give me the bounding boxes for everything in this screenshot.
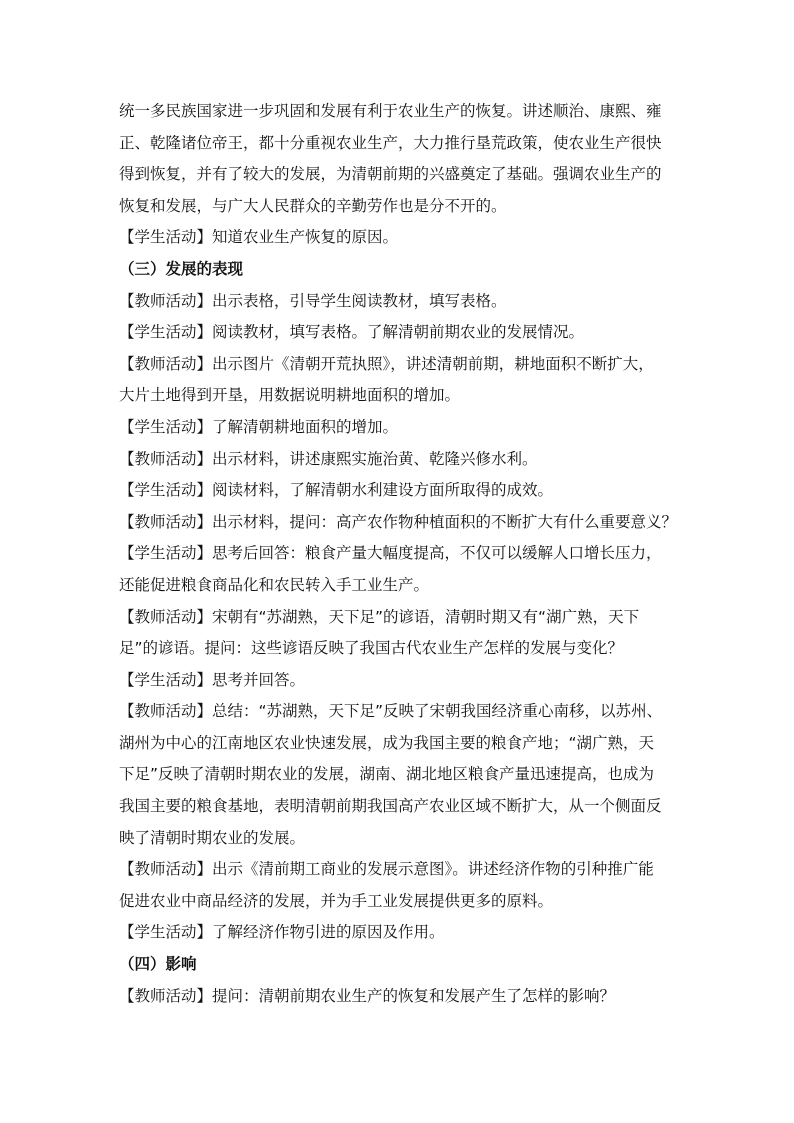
teacher-activity-line: 【教师活动】出示图片《清朝开荒执照》，讲述清朝前期，耕地面积不断扩大， <box>119 354 654 373</box>
paragraph-line: 恢复和发展，与广大人民群众的辛勤劳作也是分不开的。 <box>119 196 507 215</box>
section-heading-impact: （四）影响 <box>119 955 197 974</box>
student-activity-line: 【学生活动】思考后回答：粮食产量大幅度提高，不仅可以缓解人口增长压力， <box>119 544 662 563</box>
paragraph-line: 正、乾隆诸位帝王，都十分重视农业生产，大力推行垦荒政策，使农业生产很快 <box>119 133 662 152</box>
paragraph-line: 足”的谚语。提问：这些谚语反映了我国古代农业生产怎样的发展与变化？ <box>119 639 624 658</box>
section-heading-development: （三）发展的表现 <box>119 259 244 278</box>
teacher-activity-line: 【教师活动】出示材料，讲述康熙实施治黄、乾隆兴修水利。 <box>119 449 538 468</box>
paragraph-line: 大片土地得到开垦，用数据说明耕地面积的增加。 <box>119 386 461 405</box>
student-activity-line: 【学生活动】知道农业生产恢复的原因。 <box>119 228 399 247</box>
student-activity-line: 【学生活动】阅读材料，了解清朝水利建设方面所取得的成效。 <box>119 481 554 500</box>
paragraph-line: 促进农业中商品经济的发展，并为手工业发展提供更多的原料。 <box>119 891 554 910</box>
paragraph-line: 映了清朝时期农业的发展。 <box>119 828 306 847</box>
paragraph-line: 还能促进粮食商品化和农民转入手工业生产。 <box>119 575 430 594</box>
paragraph-line: 得到恢复，并有了较大的发展，为清朝前期的兴盛奠定了基础。强调农业生产的 <box>119 165 662 184</box>
teacher-activity-line: 【教师活动】出示材料，提问：高产农作物种植面积的不断扩大有什么重要意义？ <box>119 512 678 531</box>
paragraph-line: 下足”反映了清朝时期农业的发展，湖南、湖北地区粮食产量迅速提高，也成为 <box>119 765 655 784</box>
teacher-activity-line: 【教师活动】出示《清前期工商业的发展示意图》。讲述经济作物的引种推广能 <box>119 860 654 879</box>
teacher-activity-line: 【教师活动】出示表格，引导学生阅读教材，填写表格。 <box>119 291 507 310</box>
student-activity-line: 【学生活动】了解经济作物引进的原因及作用。 <box>119 923 445 942</box>
paragraph-line: 统一多民族国家进一步巩固和发展有利于农业生产的恢复。讲述顺治、康熙、雍 <box>119 102 662 120</box>
teacher-activity-line: 【教师活动】提问：清朝前期农业生产的恢复和发展产生了怎样的影响？ <box>119 986 616 1005</box>
teacher-activity-line: 【教师活动】宋朝有“苏湖熟，天下足”的谚语，清朝时期又有“湖广熟，天下 <box>119 607 640 626</box>
paragraph-line: 我国主要的粮食基地，表明清朝前期我国高产农业区域不断扩大，从一个侧面反 <box>119 797 662 816</box>
student-activity-line: 【学生活动】思考并回答。 <box>119 670 306 689</box>
document-body <box>119 96 684 1012</box>
teacher-activity-line: 【教师活动】总结：“苏湖熟，天下足”反映了宋朝我国经济重心南移，以苏州、 <box>119 702 663 721</box>
paragraph-line: 湖州为中心的江南地区农业快速发展，成为我国主要的粮食产地；“湖广熟，天 <box>119 733 655 752</box>
student-activity-line: 【学生活动】了解清朝耕地面积的增加。 <box>119 417 399 436</box>
student-activity-line: 【学生活动】阅读教材，填写表格。了解清朝前期农业的发展情况。 <box>119 323 585 342</box>
